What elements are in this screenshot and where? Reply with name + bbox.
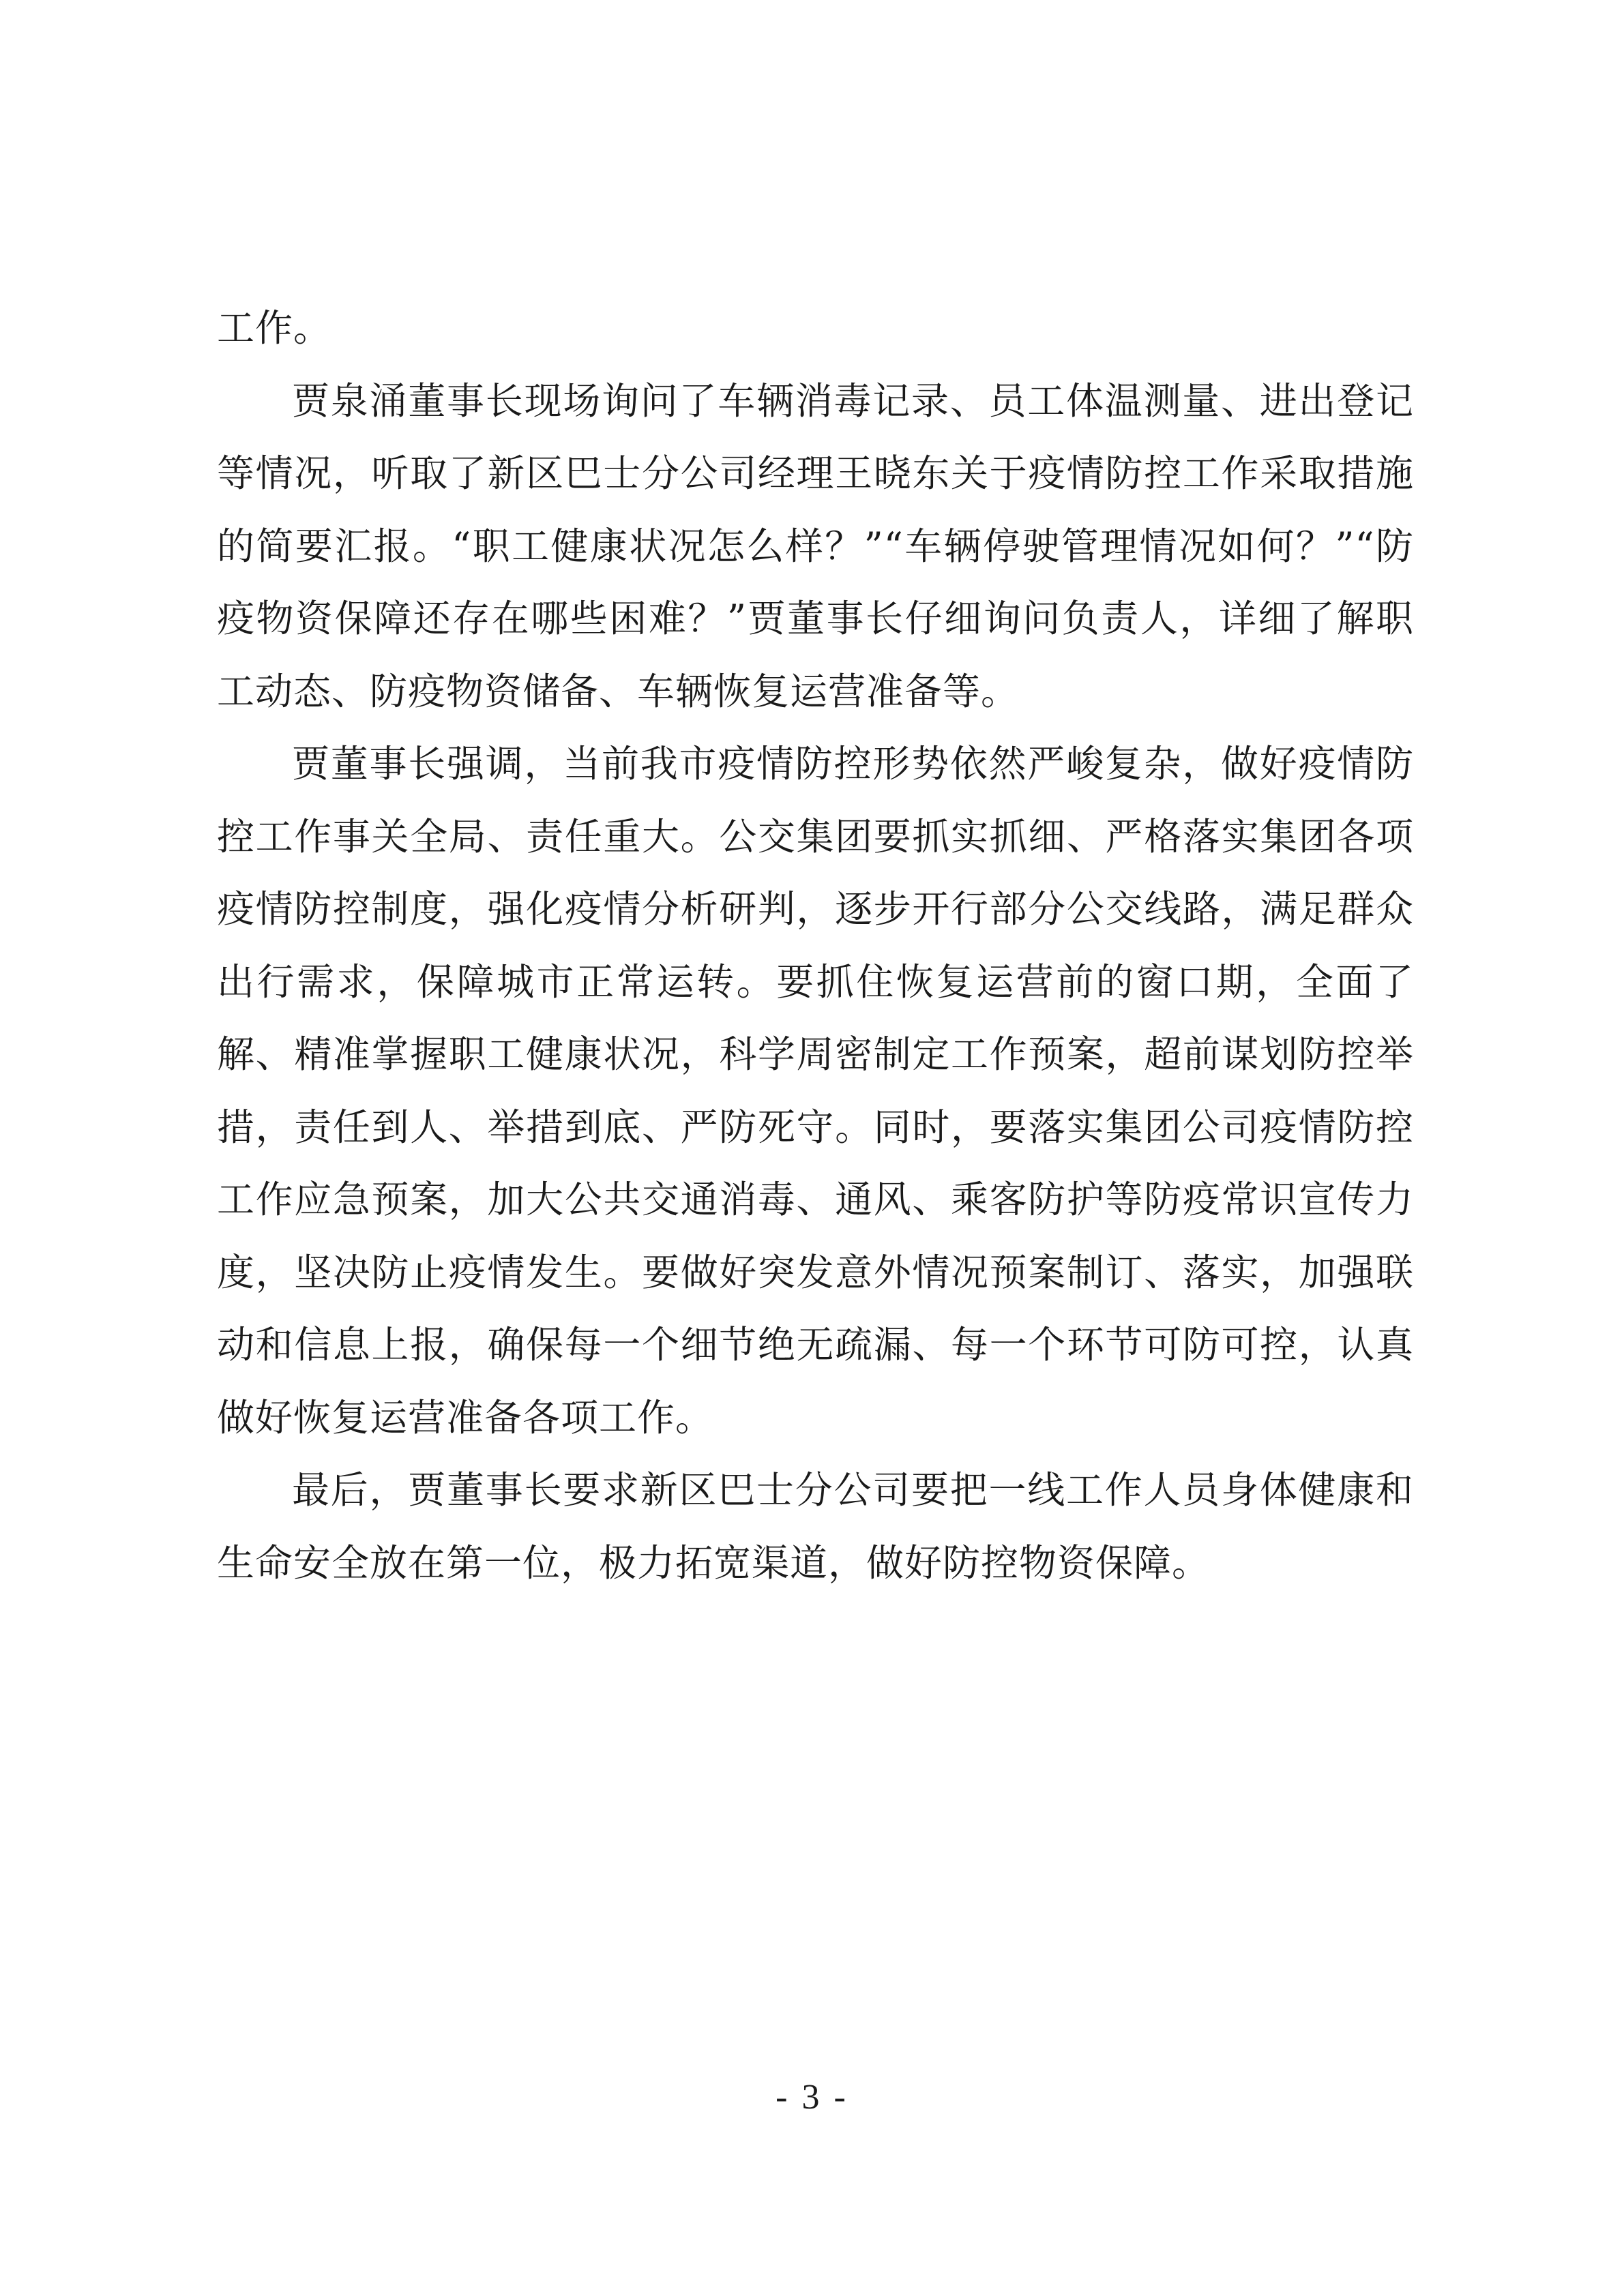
paragraph-emphasis: 贾董事长强调，当前我市疫情防控形势依然严峻复杂，做好疫情防控工作事关全局、责任重大。公交集团要抓实抓细、严格落实集团各项疫情防控制度，强化疫情分析研判，逐步开行部分公交线路，满足群众出行需求，保障城市正常运转。要抓住恢复运营前的窗口期，全面了解、精准掌握职工健康状况，科学周密制定工作预案，超前谋划防控举措，责任到人、举措到底、严防死守。同时，要落实集团公司疫情防控工作应急预案，加大公共交通消毒、通风、乘客防护等防疫常识宣传力度，坚决防止疫情发生。要做好突发意外情况预案制订、落实，加强联动和信息上报，确保每一个细节绝无疏漏、每一个环节可防可控，认真做好恢复运营准备各项工作。 bbox=[217, 742, 1414, 1440]
paragraph-inspection: 贾泉涌董事长现场询问了车辆消毒记录、员工体温测量、进出登记等情况，听取了新区巴士分公司经理王晓东关于疫情防控工作采取措施的简要汇报。“职工健康状况怎么样？”“车辆停驶管理情况如何？”“防疫物资保障还存在哪些困难？”贾董事长仔细询问负责人，详细了解职工动态、防疫物资储备、车辆恢复运营准备等。 bbox=[217, 378, 1414, 713]
paragraph-conclusion: 最后，贾董事长要求新区巴士分公司要把一线工作人员身体健康和生命安全放在第一位，极力拓宽渠道，做好防控物资保障。 bbox=[217, 1468, 1414, 1585]
page-number: - 3 - bbox=[776, 2078, 848, 2117]
paragraph-continuation: 工作。 bbox=[217, 306, 332, 350]
body-text bbox=[217, 292, 1414, 1599]
